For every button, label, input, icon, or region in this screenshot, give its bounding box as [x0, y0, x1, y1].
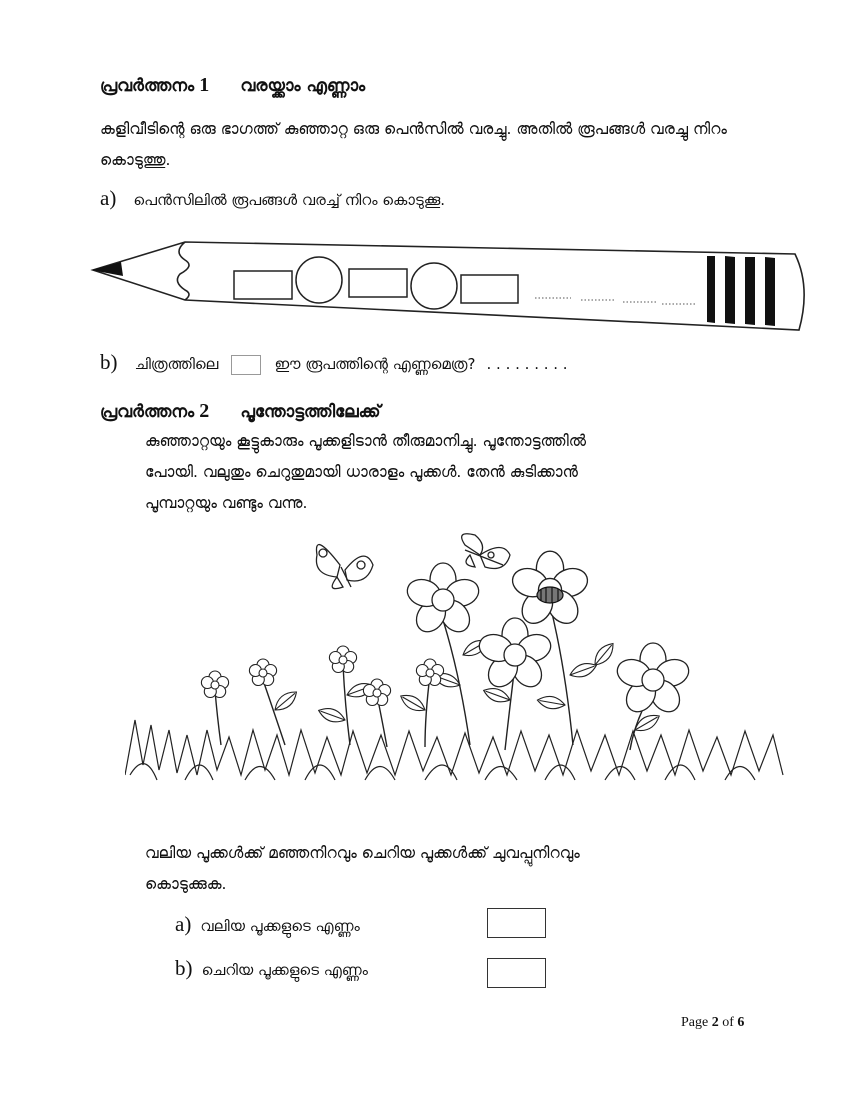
question-b-label: b): [100, 350, 118, 374]
question-a-text: പെൻസിലിൽ രൂപങ്ങൾ വരച്ച് നിറം കൊടുക്കൂ.: [133, 191, 446, 209]
pencil-body: [93, 242, 804, 330]
activity2-text: [145, 426, 765, 519]
activity2-heading: [100, 400, 381, 423]
footer-page-word: Page: [681, 1015, 709, 1030]
pencil-illustration: [85, 232, 815, 337]
activity1-number: 1: [199, 74, 210, 96]
bee: [537, 587, 563, 603]
small-flower-5: [416, 659, 443, 686]
activity2-title: പൂന്തോട്ടത്തിലേക്ക്: [240, 402, 381, 422]
grass: [125, 720, 783, 780]
question-b-text-before: ചിത്രത്തിലെ: [134, 355, 219, 373]
question-b-answer-dots: . . . . . . . . .: [486, 355, 568, 373]
page-footer: [681, 1015, 744, 1031]
activity2-line-2: പോയി. വലുതും ചെറുതുമായി ധാരാളം പൂക്കൾ. തേൻ കുടിക്കാൻ: [145, 463, 578, 481]
activity2-line-1: കുഞ്ഞാറ്റയും കൂട്ടുകാരും പൂക്കളിടാൻ തീരുമാനിച്ചു. പൂന്തോട്ടത്തിൽ: [145, 432, 587, 450]
large-flower-3: [476, 618, 554, 692]
activity1-question-b: [100, 350, 568, 375]
activity2-question-a-label: a): [175, 912, 192, 936]
pencil-rectangle-3: [461, 275, 518, 303]
small-flower-4: [363, 679, 390, 706]
large-flower-1: [404, 563, 482, 637]
activity1-label: പ്രവർത്തനം: [100, 76, 195, 96]
activity2-question-b: [175, 956, 368, 981]
pencil-rectangle-2: [349, 269, 407, 297]
butterfly-2: [462, 534, 510, 569]
pencil-rectangle-1: [234, 271, 292, 299]
large-flowers-answer-box[interactable]: [487, 908, 546, 938]
activity2-question-b-text: ചെറിയ പൂക്കളുടെ എണ്ണം: [201, 961, 368, 979]
activity2-number: 2: [199, 400, 210, 422]
question-b-text-after: ഈ രൂപത്തിന്റെ എണ്ണമെത്ര?: [274, 355, 476, 373]
garden-illustration: [125, 525, 785, 790]
activity1-title: വരയ്ക്കാം എണ്ണാം: [240, 76, 366, 96]
activity2-question-a: [175, 912, 360, 937]
activity2-question-b-label: b): [175, 956, 193, 980]
small-flower-1: [249, 659, 276, 686]
activity2-question-a-text: വലിയ പൂക്കളുടെ എണ്ണം: [200, 917, 360, 935]
butterfly-1: [316, 545, 373, 589]
pencil-circle-1: [296, 257, 342, 303]
activity1-question-a: [100, 186, 445, 211]
pencil-circle-2: [411, 263, 457, 309]
footer-total-pages: 6: [737, 1015, 745, 1030]
question-a-label: a): [100, 186, 117, 210]
activity2-label: പ്രവർത്തനം: [100, 402, 195, 422]
small-flowers-answer-box[interactable]: [487, 958, 546, 988]
large-flower-4: [614, 643, 692, 717]
instruction-line-2: കൊടുക്കുക.: [145, 875, 227, 893]
footer-of-word: of: [722, 1015, 734, 1030]
rectangle-shape-reference: [231, 355, 261, 375]
activity1-heading: [100, 74, 365, 97]
small-flower-3: [201, 671, 228, 698]
activity1-text: കളിവീടിന്റെ ഒരു ഭാഗത്ത് കുഞ്ഞാറ്റ ഒരു പെൻസിൽ വരച്ചു. അതിൽ രൂപങ്ങൾ വരച്ചു നിറം കൊടുത്തു.: [100, 120, 727, 169]
footer-current-page: 2: [711, 1015, 719, 1030]
pencil-sharpened-edge: [177, 242, 189, 300]
activity2-line-3: പൂമ്പാറ്റയും വണ്ടും വന്നു.: [145, 494, 308, 512]
small-flower-2: [329, 646, 356, 673]
pencil-end-stripes: [707, 256, 775, 326]
activity2-instruction: [145, 838, 765, 900]
instruction-line-1: വലിയ പൂക്കൾക്ക് മഞ്ഞനിറവും ചെറിയ പൂക്കൾക്ക് ചുവപ്പുനിറവും: [145, 844, 580, 862]
